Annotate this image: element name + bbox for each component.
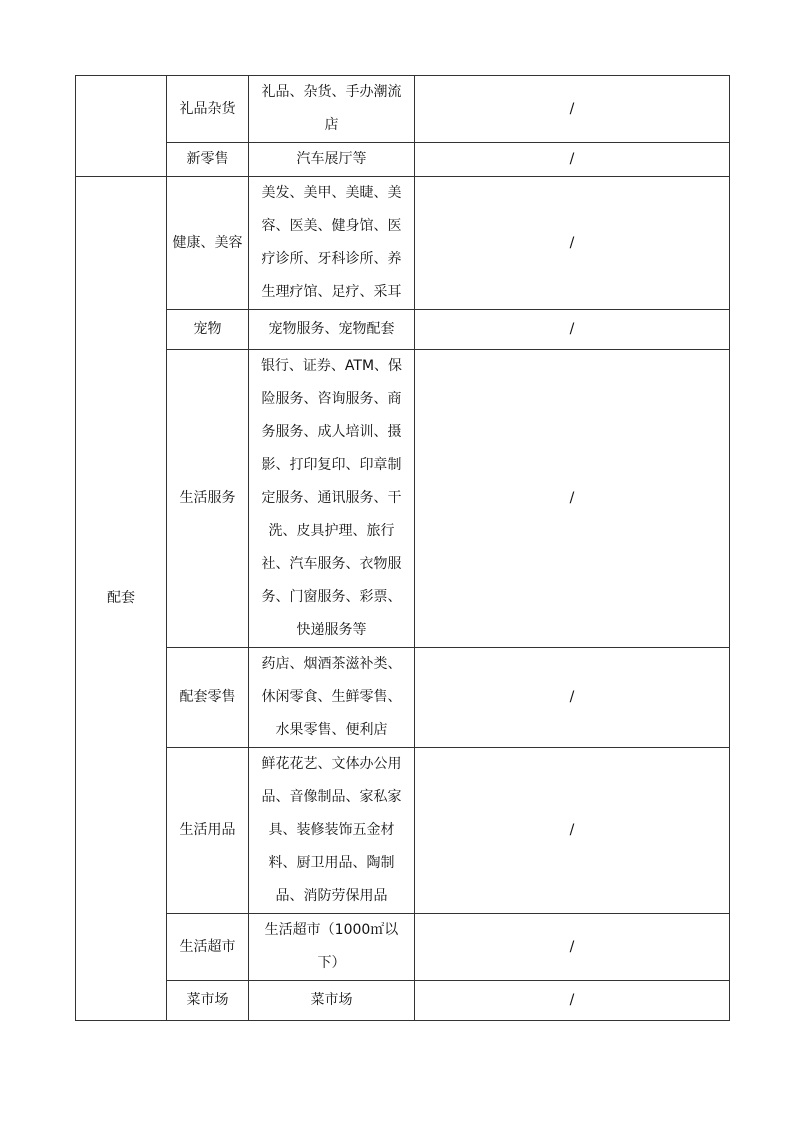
category-cell-empty <box>76 76 167 177</box>
subcategory-cell: 生活用品 <box>167 748 249 914</box>
value-cell: / <box>415 648 730 748</box>
value-cell: / <box>415 143 730 177</box>
description-text: 美发、美甲、美睫、美容、医美、健身馆、医疗诊所、牙科诊所、养生理疗馆、足疗、采耳 <box>261 185 402 300</box>
table-row <box>76 310 730 350</box>
description-text: 药店、烟酒茶滋补类、休闲零食、生鲜零售、水果零售、便利店 <box>261 656 402 738</box>
table-row <box>76 981 730 1021</box>
table-row <box>76 648 730 748</box>
value-cell: / <box>415 914 730 981</box>
description-text: 银行、证券、ATM、保险服务、咨询服务、商务服务、成人培训、摄影、打印复印、印章制定服务、通讯服务、干洗、皮具护理、旅行社、汽车服务、衣物服务、门窗服务、彩票、快递服务等 <box>260 358 403 638</box>
description-text: 生活超市（1000㎡以下） <box>264 922 399 971</box>
category-cell: 配套 <box>76 177 167 1021</box>
subcategory-cell: 配套零售 <box>167 648 249 748</box>
description-cell <box>249 310 415 350</box>
table-row <box>76 76 730 143</box>
value-cell: / <box>415 350 730 648</box>
description-cell <box>249 648 415 748</box>
description-cell <box>249 76 415 143</box>
value-cell: / <box>415 748 730 914</box>
value-cell: / <box>415 177 730 310</box>
description-text: 汽车展厅等 <box>296 151 367 167</box>
description-text: 菜市场 <box>310 992 353 1008</box>
subcategory-cell: 生活超市 <box>167 914 249 981</box>
value-cell: / <box>415 981 730 1021</box>
description-cell <box>249 143 415 177</box>
table-row <box>76 350 730 648</box>
subcategory-cell: 健康、美容 <box>167 177 249 310</box>
description-cell <box>249 177 415 310</box>
category-table <box>75 75 730 1021</box>
subcategory-cell: 生活服务 <box>167 350 249 648</box>
description-text: 礼品、杂货、手办潮流店 <box>261 84 402 133</box>
description-cell <box>249 748 415 914</box>
description-text: 宠物服务、宠物配套 <box>268 321 395 337</box>
subcategory-cell: 宠物 <box>167 310 249 350</box>
subcategory-cell: 菜市场 <box>167 981 249 1021</box>
table-row <box>76 143 730 177</box>
table-row <box>76 177 730 310</box>
table-row <box>76 748 730 914</box>
description-cell <box>249 981 415 1021</box>
value-cell: / <box>415 310 730 350</box>
value-cell: / <box>415 76 730 143</box>
description-text: 鲜花花艺、文体办公用品、音像制品、家私家具、装修装饰五金材料、厨卫用品、陶制品、消防劳保用品 <box>261 756 402 904</box>
description-cell <box>249 914 415 981</box>
table-row <box>76 914 730 981</box>
subcategory-cell: 新零售 <box>167 143 249 177</box>
subcategory-cell: 礼品杂货 <box>167 76 249 143</box>
description-cell <box>249 350 415 648</box>
